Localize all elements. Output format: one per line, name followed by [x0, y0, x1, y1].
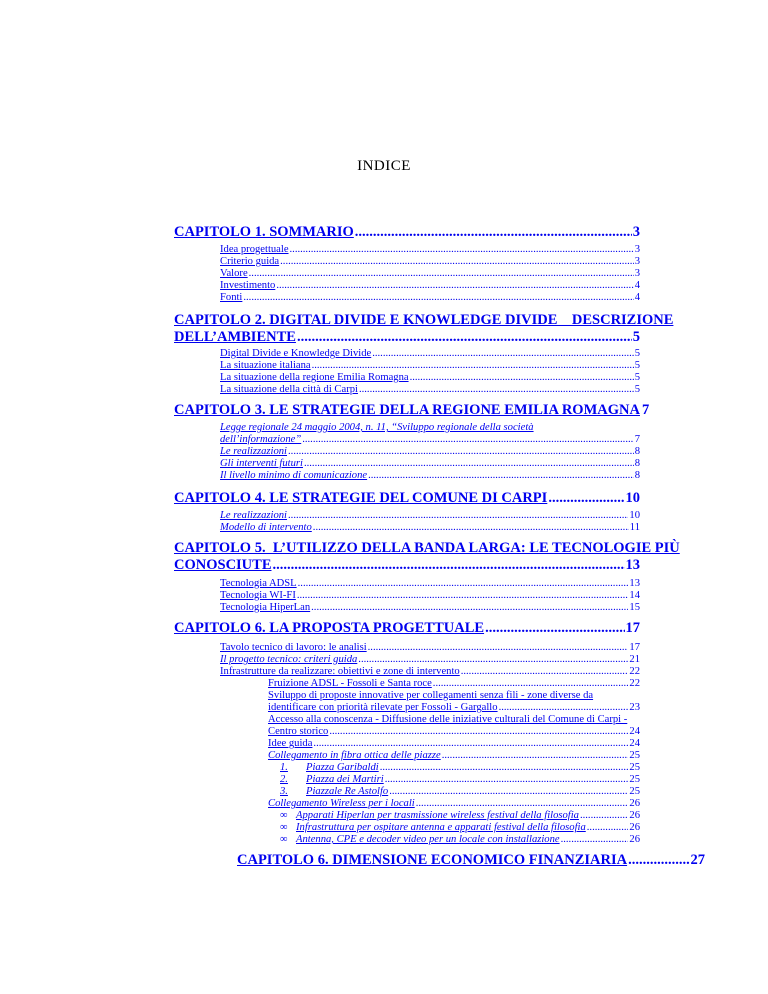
toc-entry[interactable]: Il progetto tecnico: criteri guida ..... 21	[220, 654, 640, 666]
toc-subentry-numbered[interactable]: 1. Piazza Garibaldi ..... 25	[280, 762, 640, 774]
toc-subentry-numbered[interactable]: 3. Piazzale Re Astolfo ..... 25	[280, 786, 640, 798]
toc-entry[interactable]: Legge regionale 24 maggio 2004, n. 11, “Sviluppo regionale della società	[220, 422, 534, 433]
infinity-bullet-icon: ∞	[280, 834, 288, 845]
toc-entry[interactable]: La situazione italiana ..... 5	[220, 360, 640, 372]
toc-entry[interactable]: Tecnologia ADSL ..... 13	[220, 578, 640, 590]
toc-entry[interactable]: Digital Divide e Knowledge Divide ..... 5	[220, 348, 640, 360]
page-title: INDICE	[357, 158, 411, 174]
toc-entry[interactable]: Valore ..... 3	[220, 268, 640, 280]
toc-entry[interactable]: Le realizzazioni ..... 10	[220, 510, 640, 522]
toc-chapter-1[interactable]: CAPITOLO 1. SOMMARIO ..... 3	[174, 224, 640, 241]
toc-subentry-bullet[interactable]: ∞ Apparati Hiperlan per trasmissione wireless festival della filosofia ..... 26	[280, 810, 640, 822]
toc-chapter-5[interactable]: CAPITOLO 5. L’UTILIZZO DELLA BANDA LARGA: LE TECNOLOGIE PIÙ CONOSCIUTE ..... 13	[174, 540, 640, 574]
toc-chapter-2[interactable]: CAPITOLO 2. DIGITAL DIVIDE E KNOWLEDGE DIVIDE DESCRIZIONE DELL’AMBIENTE ..... 5	[174, 312, 640, 346]
toc-entry[interactable]: Tavolo tecnico di lavoro: le analisi ..... 17	[220, 642, 640, 654]
toc-subentry[interactable]: Accesso alla conoscenza - Diffusione delle iniziative culturali del Comune di Carpi -	[268, 714, 628, 725]
toc-subentry-numbered[interactable]: 2. Piazza dei Martiri ..... 25	[280, 774, 640, 786]
toc-entry[interactable]: Tecnologia HiperLan ..... 15	[220, 602, 640, 614]
toc-entry[interactable]: Infrastrutture da realizzare: obiettivi e zone di intervento ..... 22	[220, 666, 640, 678]
toc-chapter-6-finance[interactable]: CAPITOLO 6. DIMENSIONE ECONOMICO FINANZIARIA ..... 27	[237, 852, 705, 869]
infinity-bullet-icon: ∞	[280, 810, 288, 821]
toc-subentry-bullet[interactable]: ∞ Antenna, CPE e decoder video per un locale con installazione ..... 26	[280, 834, 640, 846]
toc-entry[interactable]: La situazione della regione Emilia Romagna ..... 5	[220, 372, 640, 384]
toc-entry[interactable]: La situazione della città di Carpi ..... 5	[220, 384, 640, 396]
toc-entry[interactable]: Il livello minimo di comunicazione ..... 8	[220, 470, 640, 482]
toc-subentry-bullet[interactable]: ∞ Infrastruttura per ospitare antenna e apparati festival della filosofia ..... 26	[280, 822, 640, 834]
toc-subentry-cont[interactable]: Centro storico ..... 24	[268, 726, 640, 738]
toc-chapter-3[interactable]: CAPITOLO 3. LE STRATEGIE DELLA REGIONE EMILIA ROMAGNA 7	[174, 402, 650, 418]
toc-entry[interactable]: Tecnologia WI-FI ..... 14	[220, 590, 640, 602]
toc-chapter-6[interactable]: CAPITOLO 6. LA PROPOSTA PROGETTUALE ..... 17	[174, 620, 640, 637]
toc-subentry[interactable]: Fruizione ADSL - Fossoli e Santa roce ..... 22	[268, 678, 640, 690]
toc-subentry[interactable]: Collegamento in fibra ottica delle piazze ..... 25	[268, 750, 640, 762]
infinity-bullet-icon: ∞	[280, 822, 288, 833]
toc-entry[interactable]: Modello di intervento ..... 11	[220, 522, 640, 534]
toc-entry-cont[interactable]: dell’informazione” ..... 7	[220, 434, 640, 446]
toc-entry[interactable]: Idea progettuale ..... 3	[220, 244, 640, 256]
toc-chapter-4[interactable]: CAPITOLO 4. LE STRATEGIE DEL COMUNE DI CARPI ..... 10	[174, 490, 640, 507]
toc-entry[interactable]: Fonti ..... 4	[220, 292, 640, 304]
toc-entry[interactable]: Gli interventi futuri ..... 8	[220, 458, 640, 470]
toc-subentry-cont[interactable]: identificare con priorità rilevate per Fossoli - Gargallo ..... 23	[268, 702, 640, 714]
toc-subentry[interactable]: Idee guida ..... 24	[268, 738, 640, 750]
toc-entry[interactable]: Le realizzazioni ..... 8	[220, 446, 640, 458]
toc-subentry[interactable]: Sviluppo di proposte innovative per collegamenti senza fili - zone diverse da	[268, 690, 594, 701]
toc-entry[interactable]: Investimento ..... 4	[220, 280, 640, 292]
toc-subentry[interactable]: Collegamento Wireless per i locali ..... 26	[268, 798, 640, 810]
toc-entry[interactable]: Criterio guida ..... 3	[220, 256, 640, 268]
